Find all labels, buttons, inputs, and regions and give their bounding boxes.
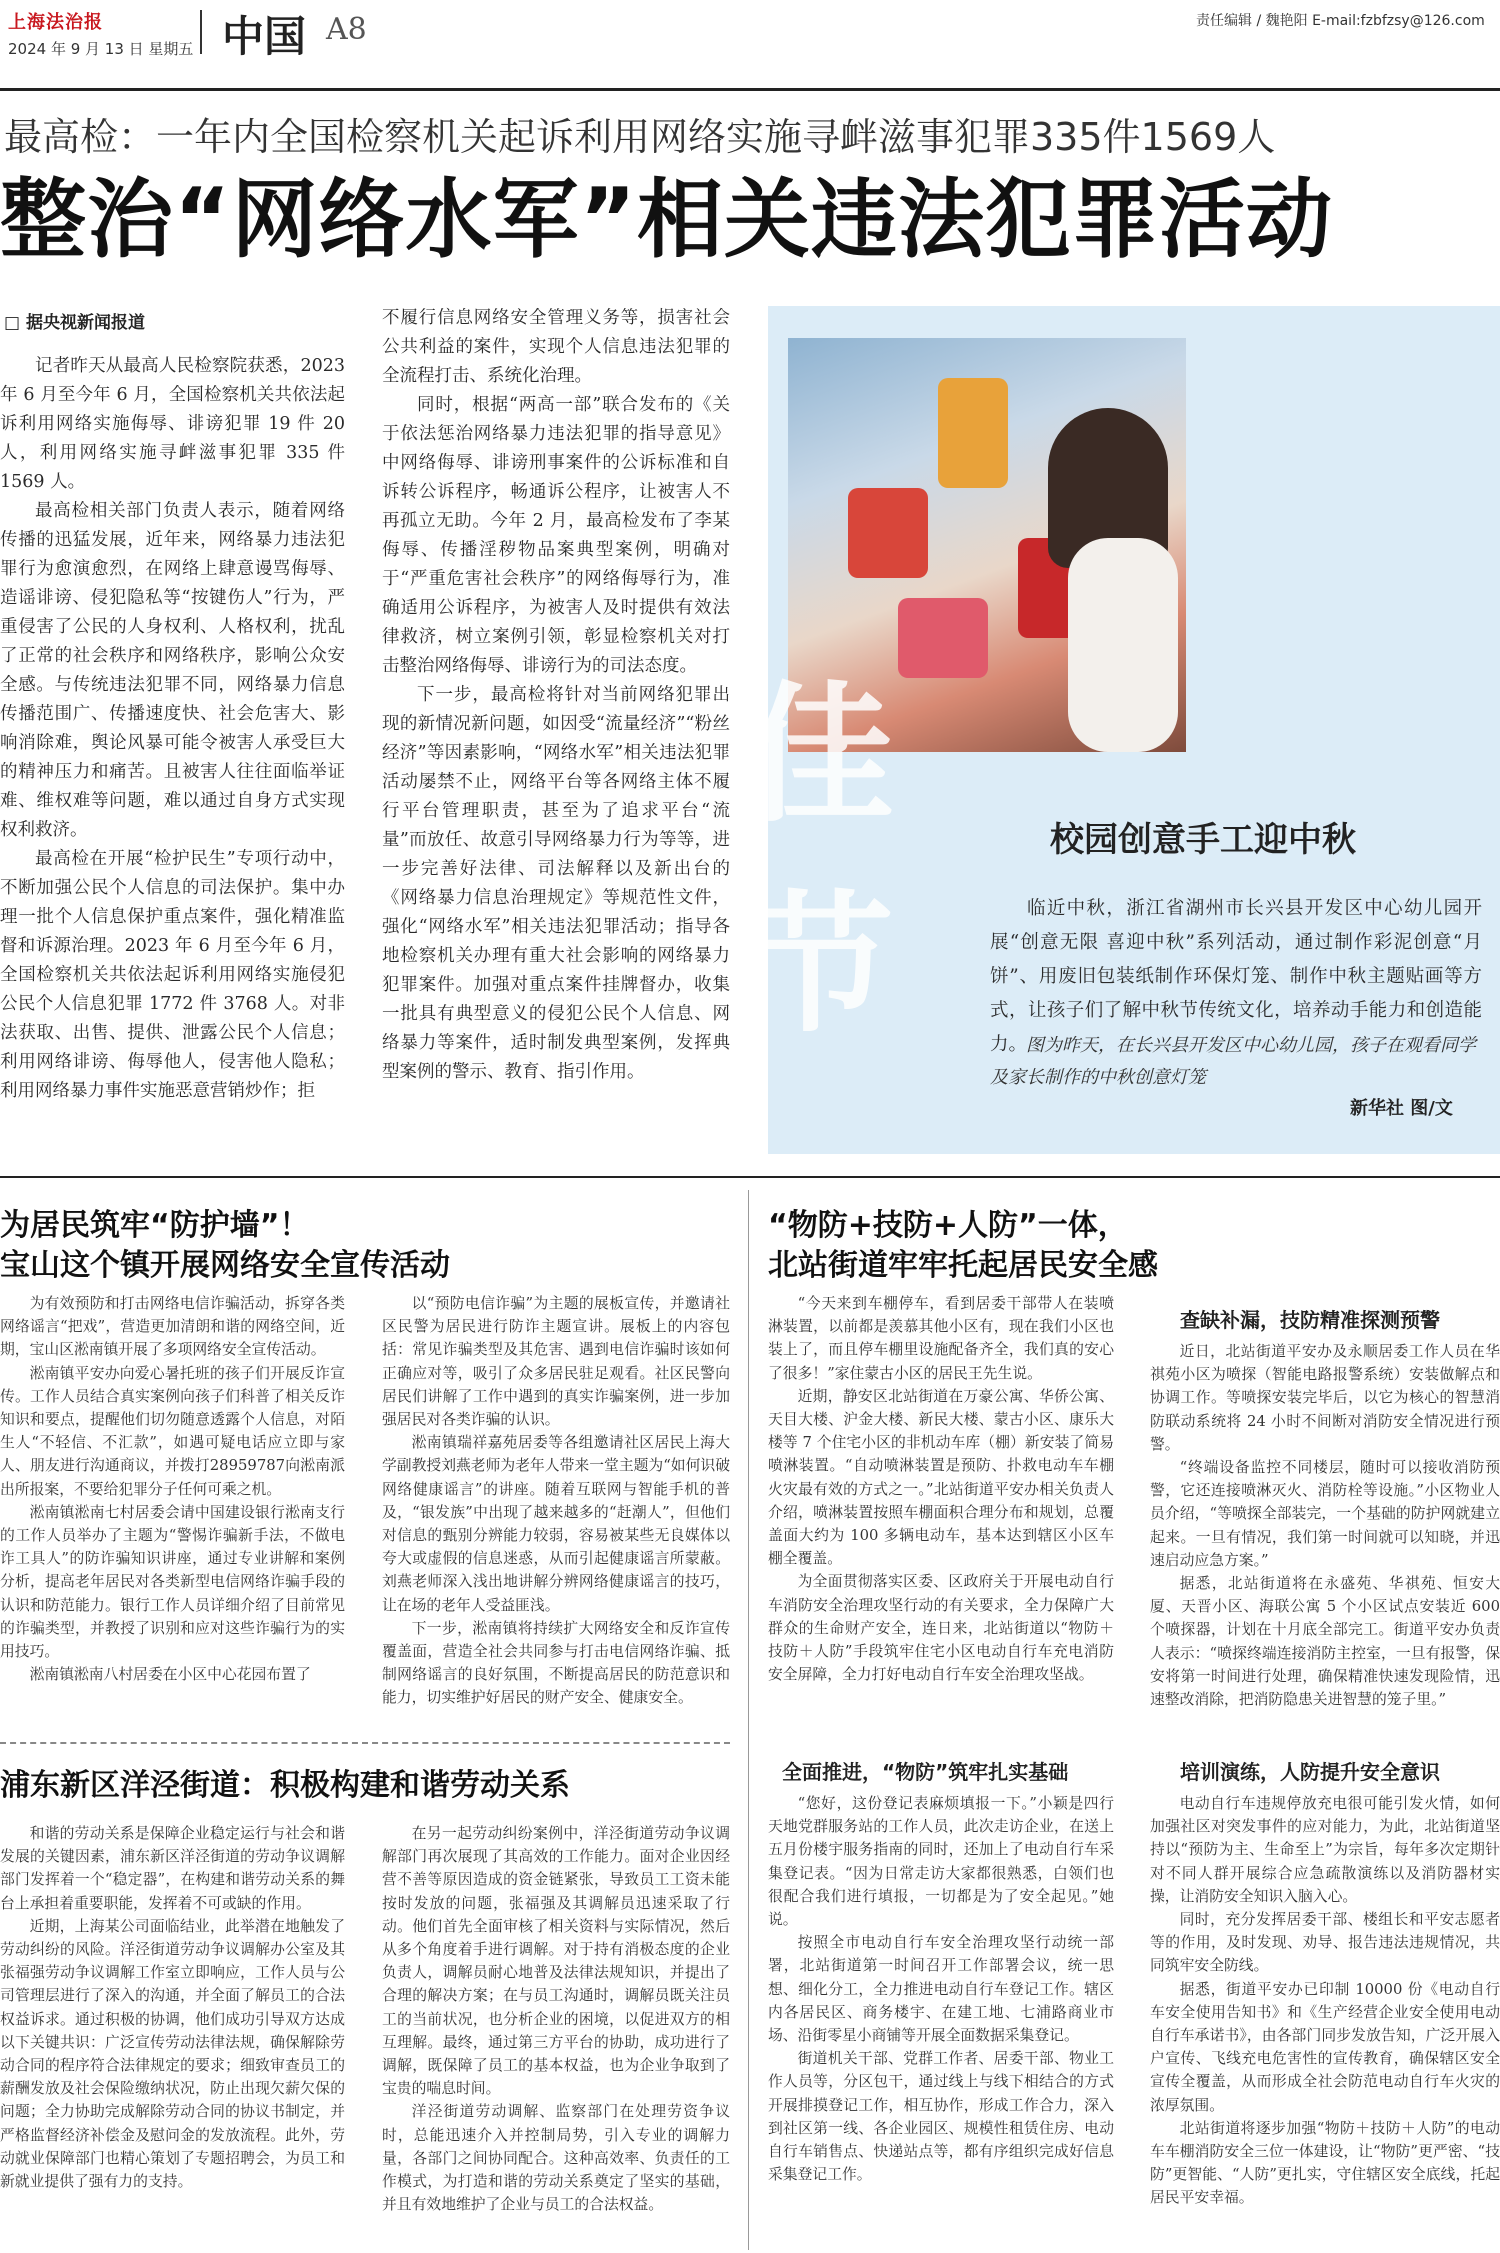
masthead-rule (0, 88, 1500, 91)
pudong-paragraph: 近期，上海某公司面临结业，此举潜在地触发了劳动纠纷的风险。洋泾街道劳动争议调解办公室及其张福强劳动争议调解工作室立即响应，工作人员与公司管理层进行了深入的沟通，并全面了解员工的合法权益诉求。通过积极的协调，他们成功引导双方达成以下关键共识：广泛宣传劳动法律法规，确保解除劳动合同的程序符合法律规定的要求；细致审查员工的薪酬发放及社会保险缴纳状况，防止出现欠薪欠保的问题；全力协助完成解除劳动合同的协议书制定，并严格监督经济补偿金及慰问金的发放流程。此外，劳动就业保障部门也精心策划了专题招聘会，为员工和新就业提供了强有力的支持。 (0, 1917, 345, 2191)
baoshan-paragraph: 淞南镇淞南七村居委会请中国建设银行淞南支行的工作人员举办了主题为“警惕诈骗新手法，不做电诈工具人”的防诈骗知识讲座，通过专业讲解和案例分析，提高老年居民对各类新型电信网络诈骗手段的认识和防范能力。银行工作人员详细介绍了目前常见的诈骗类型，并教授了识别和应对这些诈骗行为的实用技巧。 (0, 1503, 345, 1661)
story-divider (0, 1742, 730, 1744)
beizhan-headline-2: 北站街道牢牢托起居民安全感 (768, 1248, 1158, 1283)
beizhan-paragraph: 北站街道将逐步加强“物防＋技防＋人防”的电动车车棚消防安全三位一体建设，让“物防”更严密、“技防”更智能、“人防”更扎实，守住辖区安全底线，托起居民平安幸福。 (1150, 2119, 1500, 2207)
beizhan-paragraph: 同时，充分发挥居委干部、楼组长和平安志愿者等的作用，及时发现、劝导、报告违法违规情况，共同筑牢安全防线。 (1150, 1911, 1500, 1975)
pudong-paragraph: 在另一起劳动纠纷案例中，洋泾街道劳动争议调解部门再次展现了其高效的工作能力。面对企业因经营不善等原因造成的资金链紧张，导致员工工资未能按时发放的问题，张福强及其调解员迅速采取了行动。他们首先全面审核了相关资料与实际情况，然后从多个角度着手进行调解。对于持有消极态度的企业负责人，调解员耐心地普及法律法规知识，并提出了合理的解决方案；在与员工沟通时，调解员既关注员工的当前状况，也分析企业的困境，以促进双方的相互理解。最终，通过第三方平台的协助，成功进行了调解，既保障了员工的基本权益，也为企业争取到了宝贵的喘息时间。 (382, 1825, 730, 2098)
lantern-shape (898, 598, 988, 678)
page-number: A8 (326, 12, 367, 47)
beizhan-subhead-3: 培训演练，人防提升安全意识 (1180, 1760, 1440, 1784)
lead-paragraph: 记者昨天从最高人民检察院获悉，2023 年 6 月至今年 6 月，全国检察机关共依法起诉利用网络实施侮辱、诽谤犯罪 19 件 20 人，利用网络实施寻衅滋事犯罪 335 件 1569 人。 (0, 356, 345, 492)
lantern-shape (938, 378, 1008, 488)
beizhan-paragraph: 街道机关干部、党群工作者、居委干部、物业工作人员等，分区包干，通过线上与线下相结合的方式开展排摸登记工作，相互协作，形成工作合力，深入到社区第一线、各企业园区、规模性租赁住房、电动自行车销售点、快递站点等，都有序组织完成好信息采集登记工作。 (768, 2050, 1114, 2184)
lantern-shape (848, 488, 928, 578)
photo-story-title: 校园创意手工迎中秋 (1050, 820, 1356, 860)
decorative-title: 佳节 (744, 667, 895, 1053)
issue-date: 2024 年 9 月 13 日 星期五 (8, 40, 194, 58)
beizhan-paragraph: 近日，北站街道平安办及永顺居委工作人员在华祺苑小区为喷探（智能电路报警系统）安装做解点和协调工作。等喷探安装完毕后，以它为核心的智慧消防联动系统将 24 小时不间断对消防安全情况进行预警。 (1150, 1343, 1500, 1453)
beizhan-paragraph: 据悉，街道平安办已印制 10000 份《电动自行车安全使用告知书》和《生产经营企业安全使用电动自行车承诺书》，由各部门同步发放告知，广泛开展入户宣传、飞线充电危害性的宣传教育，确保辖区安全宣传全覆盖，从而形成全社会防范电动自行车火灾的浓厚氛围。 (1150, 1980, 1500, 2114)
baoshan-paragraph: 淞南镇平安办向爱心暑托班的孩子们开展反诈宣传。工作人员结合真实案例向孩子们科普了相关反诈知识和要点，提醒他们切勿随意透露个人信息，对陌生人“不轻信、不汇款”，如遇可疑电话应立即与家人、朋友进行沟通商议，并拨打28959787向淞南派出所报案，不要给犯罪分子任何可乘之机。 (0, 1364, 345, 1498)
beizhan-paragraph: 近期，静安区北站街道在万豪公寓、华侨公寓、天目大楼、沪金大楼、新民大楼、蒙古小区、康乐大楼等 7 个住宅小区的非机动车库（棚）新安装了简易喷淋装置。“自动喷淋装置是预防、扑救电动车车棚火灾最有效的方式之一。”北站街道平安办相关负责人介绍，喷淋装置按照车棚面积合理分布和规划，总覆盖面大约为 100 多辆电动车，基本达到辖区小区车棚全覆盖。 (768, 1387, 1114, 1568)
beizhan-subhead-1: 全面推进，“物防”筑牢扎实基础 (782, 1760, 1069, 1784)
photo-caption: 图为昨天，在长兴县开发区中心幼儿园，孩子在观看同学及家长制作的中秋创意灯笼 (990, 1035, 1476, 1088)
masthead-divider (200, 10, 202, 54)
baoshan-column-2 (382, 1292, 730, 1710)
beizhan-paragraph: 按照全市电动自行车安全治理攻坚行动统一部署，北站街道第一时间召开工作部署会议，统一思想、细化分工，全力推进电动自行车登记工作。辖区内各居民区、商务楼宇、在建工地、七浦路商业市场、沿街零星小商铺等开展全面数据采集登记。 (768, 1934, 1114, 2045)
beizhan-column-2b (1150, 1792, 1500, 2210)
section-name: 中国 (222, 12, 307, 61)
lead-paragraph: 同时，根据“两高一部”联合发布的《关于依法惩治网络暴力违法犯罪的指导意见》中网络侮辱、诽谤刑事案件的公诉标准和自诉转公诉程序，畅通诉公程序，让被害人不再孤立无助。今年 2 月，最高检发布了李某侮辱、传播淫秽物品案典型案例，明确对于“严重危害社会秩序”的网络侮辱行为，准确适用公诉程序，为被害人及时提供有效法律救济，树立案例引领，彰显检察机关对打击整治网络侮辱、诽谤行为的司法态度。 (382, 395, 730, 676)
newspaper-logo: 上海法治报 (8, 12, 103, 33)
lead-byline: □ 据央视新闻报道 (4, 313, 145, 333)
beizhan-subhead-2: 查缺补漏，技防精准探测预警 (1180, 1308, 1440, 1332)
lead-paragraph: 最高检相关部门负责人表示，随着网络传播的迅猛发展，近年来，网络暴力违法犯罪行为愈演愈烈，在网络上肆意谩骂侮辱、造谣诽谤、侵犯隐私等“按键伤人”行为，严重侵害了公民的人身权利、人格权利，扰乱了正常的社会秩序和网络秩序，影响公众安全感。与传统违法犯罪不同，网络暴力信息传播范围广、传播速度快、社会危害大、影响消除难，舆论风暴可能令被害人承受巨大的精神压力和痛苦。且被害人往往面临举证难、维权难等问题，难以通过自身方式实现权利救济。 (0, 501, 345, 840)
pudong-column-2 (382, 1822, 730, 2216)
child-figure (1068, 538, 1178, 752)
baoshan-headline-1: 为居民筑牢“防护墙”！ (0, 1208, 310, 1243)
lead-column-2 (382, 304, 730, 1087)
pudong-headline: 浦东新区洋泾街道：积极构建和谐劳动关系 (0, 1768, 570, 1803)
lead-paragraph: 最高检在开展“检护民生”专项行动中，不断加强公民个人信息的司法保护。集中办理一批个人信息保护重点案件，强化精准监督和诉源治理。2023 年 6 月至今年 6 月，全国检察机关共依法起诉利用网络实施侵犯公民个人信息犯罪 1772 件 3768 人。对非法获取、出售、提供、泄露公民个人信息；利用网络诽谤、侮辱他人，侵害他人隐私；利用网络暴力事件实施恶意营销炒作；拒 (0, 849, 345, 1101)
section-rule (0, 1176, 1500, 1178)
beizhan-paragraph: “终端设备监控不同楼层，随时可以接收消防预警，它还连接喷淋灭火、消防栓等设施。”小区物业人员介绍，“等喷探全部装完，一个基础的防护网就建立起来。一旦有情况，我们第一时间就可以知晓，并迅速启动应急方案。” (1150, 1459, 1500, 1569)
pudong-paragraph: 和谐的劳动关系是保障企业稳定运行与社会和谐发展的关键因素，浦东新区洋泾街道的劳动争议调解部门发挥着一个“稳定器”，在构建和谐劳动关系的舞台上承担着重要职能，发挥着不可或缺的作用。 (0, 1825, 345, 1912)
baoshan-paragraph: 为有效预防和打击网络电信诈骗活动，拆穿各类网络谣言“把戏”，营造更加清朗和谐的网络空间，近期，宝山区淞南镇开展了多项网络安全宣传活动。 (0, 1295, 345, 1359)
beizhan-paragraph: “今天来到车棚停车，看到居委干部带人在装喷淋装置，以前都是羡慕其他小区有，现在我们小区也装上了，而且停车棚里设施配备齐全，我们真的安心了很多！”家住蒙古小区的居民王先生说。 (768, 1295, 1114, 1382)
baoshan-paragraph: 以“预防电信诈骗”为主题的展板宣传，并邀请社区民警为居民进行防诈主题宣讲。展板上的内容包括：常见诈骗类型及其危害、遇到电信诈骗时该如何正确应对等，吸引了众多居民驻足观看。社区民警向居民们讲解了工作中遇到的真实诈骗案例，进一步加强居民对各类诈骗的认识。 (382, 1295, 730, 1429)
lead-paragraph: 不履行信息网络安全管理义务等，损害社会公共利益的案件，实现个人信息违法犯罪的全流程打击、系统化治理。 (382, 308, 730, 386)
beizhan-column-2a (1150, 1340, 1500, 1711)
beizhan-paragraph: “您好，这份登记表麻烦填报一下。”小颖是四行天地党群服务站的工作人员，此次走访企业，在送上五月份楼宇服务指南的同时，还加上了电动自行车采集登记表。“因为日常走访大家都很熟悉，白领们也很配合我们进行填报，一切都是为了安全起见。”她说。 (768, 1795, 1114, 1929)
beizhan-paragraph: 据悉，北站街道将在永盛苑、华祺苑、恒安大厦、天晋小区、海联公寓 5 个小区试点安装近 600 个喷探器，计划在十月底全部完工。街道平安办负责人表示：“喷探终端连接消防主控室，一旦有报警，保安将第一时间进行处理，确保精准快速发现险情，迅速整改消除，把消防隐患关进智慧的笼子里。” (1150, 1575, 1500, 1709)
lead-paragraph: 下一步，最高检将针对当前网络犯罪出现的新情况新问题，如因受“流量经济”“粉丝经济”等因素影响，“网络水军”相关违法犯罪活动屡禁不止，网络平台等各网络主体不履行平台管理职责，甚至为了追求平台“流量”而放任、故意引导网络暴力行为等等，进一步完善好法律、司法解释以及新出台的《网络暴力信息治理规定》等规范性文件，强化“网络水军”相关违法犯罪活动；指导各地检察机关办理有重大社会影响的网络暴力犯罪案件。加强对重点案件挂牌督办，收集一批具有典型意义的侵犯公民个人信息、网络暴力等案件，适时制发典型案例，发挥典型案例的警示、教育、指引作用。 (382, 685, 730, 1082)
photo-credit: 新华社 图/文 (1350, 1098, 1453, 1119)
pudong-column-1 (0, 1822, 345, 2193)
baoshan-paragraph: 淞南镇瑞祥嘉苑居委等各组邀请社区居民上海大学副教授刘燕老师为老年人带来一堂主题为“如何识破网络健康谣言”的讲座。随着互联网与智能手机的普及，“银发族”中出现了越来越多的“赶潮人”，但他们对信息的甄别分辨能力较弱，容易被某些无良媒体以夸大或虚假的信息迷惑，从而引起健康谣言所蒙蔽。刘燕老师深入浅出地讲解分辨网络健康谣言的技巧，让在场的老年人受益匪浅。 (382, 1434, 730, 1614)
beizhan-column-1b (768, 1792, 1114, 2186)
lead-column-1 (0, 352, 345, 1106)
baoshan-paragraph: 淞南镇淞南八村居委在小区中心花园布置了 (29, 1666, 311, 1684)
editor-contact: 责任编辑 / 魏艳阳 E-mail:fzbfzsy@126.com (1196, 13, 1485, 29)
pudong-paragraph: 洋泾街道劳动调解、监察部门在处理劳资争议时，总能迅速介入并控制局势，引入专业的调解力量，各部门之间协同配合。这种高效率、负责任的工作模式，为打造和谐的劳动关系奠定了坚实的基础，并且有效地维护了企业与员工的合法权益。 (382, 2103, 730, 2214)
lead-kicker: 最高检：一年内全国检察机关起诉利用网络实施寻衅滋事犯罪335件1569人 (4, 115, 1276, 159)
beizhan-paragraph: 为全面贯彻落实区委、区政府关于开展电动自行车消防安全治理攻坚行动的有关要求，全力保障广大群众的生命财产安全，连日来，北站街道以“物防＋技防＋人防”手段筑牢住宅小区电动自行车充电消防安全屏障，全力打好电动自行车安全治理攻坚战。 (768, 1573, 1114, 1684)
lead-headline: 整治“网络水军”相关违法犯罪活动 (0, 170, 1334, 270)
baoshan-headline-2: 宝山这个镇开展网络安全宣传活动 (0, 1248, 450, 1283)
beizhan-paragraph: 电动自行车违规停放充电很可能引发火情，如何加强社区对突发事件的应对能力，为此，北站街道坚持以“预防为主、生命至上”为宗旨，每年多次定期针对不同人群开展综合应急疏散演练以及消防器材实操，让消防安全知识入脑入心。 (1150, 1795, 1500, 1905)
beizhan-headline-1: “物防+技防+人防”一体， (768, 1208, 1128, 1243)
baoshan-paragraph: 下一步，淞南镇将持续扩大网络安全和反诈宣传覆盖面，营造全社会共同参与打击电信网络诈骗、抵制网络谣言的良好氛围，不断提高居民的防范意识和能力，切实维护好居民的财产安全、健康安全。 (382, 1619, 730, 1707)
column-divider (748, 1190, 749, 2250)
beizhan-column-1 (768, 1292, 1114, 1686)
photo-story-text: 临近中秋，浙江省湖州市长兴县开发区中心幼儿园开展“创意无限 喜迎中秋”系列活动，通过制作彩泥创意“月饼”、用废旧包装纸制作环保灯笼、制作中秋主题贴画等方式，让孩子们了解中秋节传统文化，培养动手能力和创造能力。 (990, 898, 1482, 1055)
baoshan-column-1 (0, 1292, 345, 1686)
